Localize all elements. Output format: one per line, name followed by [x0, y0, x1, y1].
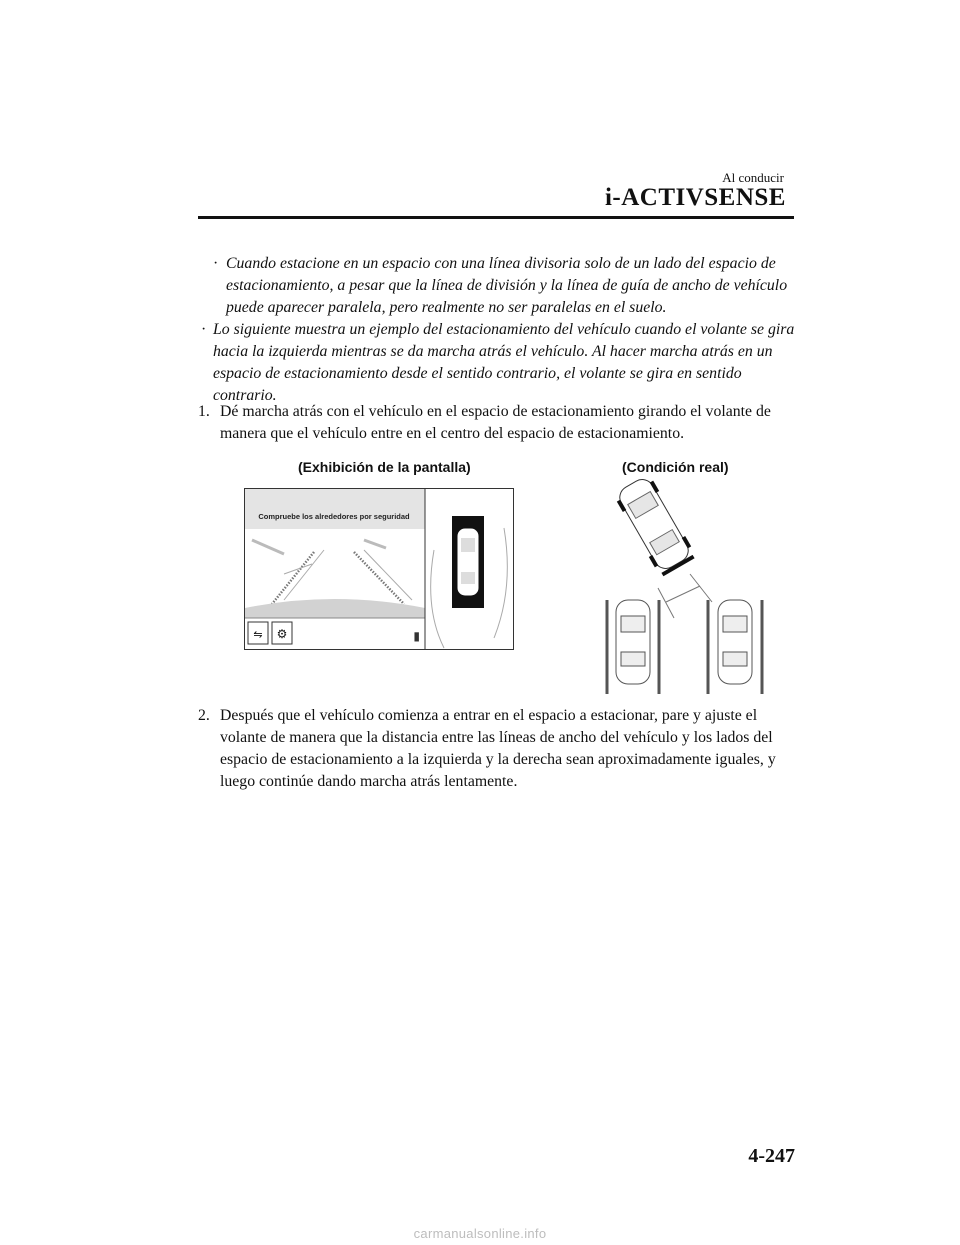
figure-label-real: (Condición real) — [622, 459, 729, 475]
car-view-icon: ▮ — [413, 629, 420, 643]
parked-car-right — [718, 600, 752, 684]
bullet-dot: · — [213, 255, 219, 272]
section-label: Al conducir — [722, 170, 784, 185]
step-2 — [198, 705, 794, 793]
svg-text:⇋: ⇋ — [253, 629, 263, 641]
bullet-text: Lo siguiente muestra un ejemplo del estacionamiento del vehículo cuando el volante se gira hacia la izquierda mientras se da marcha atrás el vehículo. Al hacer marcha atrás en un espacio de estacionamiento desde el sentido contrario, el volante se gira en sentido contrario. — [213, 321, 795, 404]
figure-label-screen: (Exhibición de la pantalla) — [298, 459, 471, 475]
screen-banner-text: Compruebe los alrededores por seguridad — [258, 512, 410, 521]
step-number: 2. — [198, 707, 210, 724]
header-rule — [198, 216, 794, 219]
svg-text:⚙: ⚙ — [276, 627, 288, 641]
step-text: Después que el vehículo comienza a entrar en el espacio a estacionar, pare y ajuste el volante de manera que la distancia entre las líneas de ancho del vehículo y los lados del espacio de estacionamiento a la izquierda y la derecha sean aproximadamente iguales, y luego continúe dando marcha atrás lentamente. — [220, 707, 776, 790]
screen-display-figure — [244, 488, 514, 650]
footer-watermark: carmanualsonline.info — [413, 1226, 547, 1241]
step-number: 1. — [198, 403, 210, 420]
bullet-text: Cuando estacione en un espacio con una línea divisoria solo de un lado del espacio de estacionamiento, a pesar que la línea de división y la línea de guía de ancho de vehículo puede aparecer paralela, pero realmente no ser paralelas en el suelo. — [226, 255, 788, 316]
step-text: Dé marcha atrás con el vehículo en el espacio de estacionamiento girando el volante de manera que el vehículo entre en el centro del espacio de estacionamiento. — [220, 403, 771, 442]
bullet-note-1 — [213, 253, 796, 319]
real-condition-figure — [596, 476, 776, 698]
step-1 — [198, 401, 794, 445]
bullet-dot: · — [201, 321, 207, 338]
bullet-note-2 — [201, 319, 796, 407]
page-number: 4-247 — [748, 1145, 795, 1167]
section-title: i-ACTIVSENSE — [604, 184, 786, 211]
reversing-car — [613, 476, 697, 578]
guide-lines — [658, 574, 712, 618]
parked-car-left — [616, 600, 650, 684]
